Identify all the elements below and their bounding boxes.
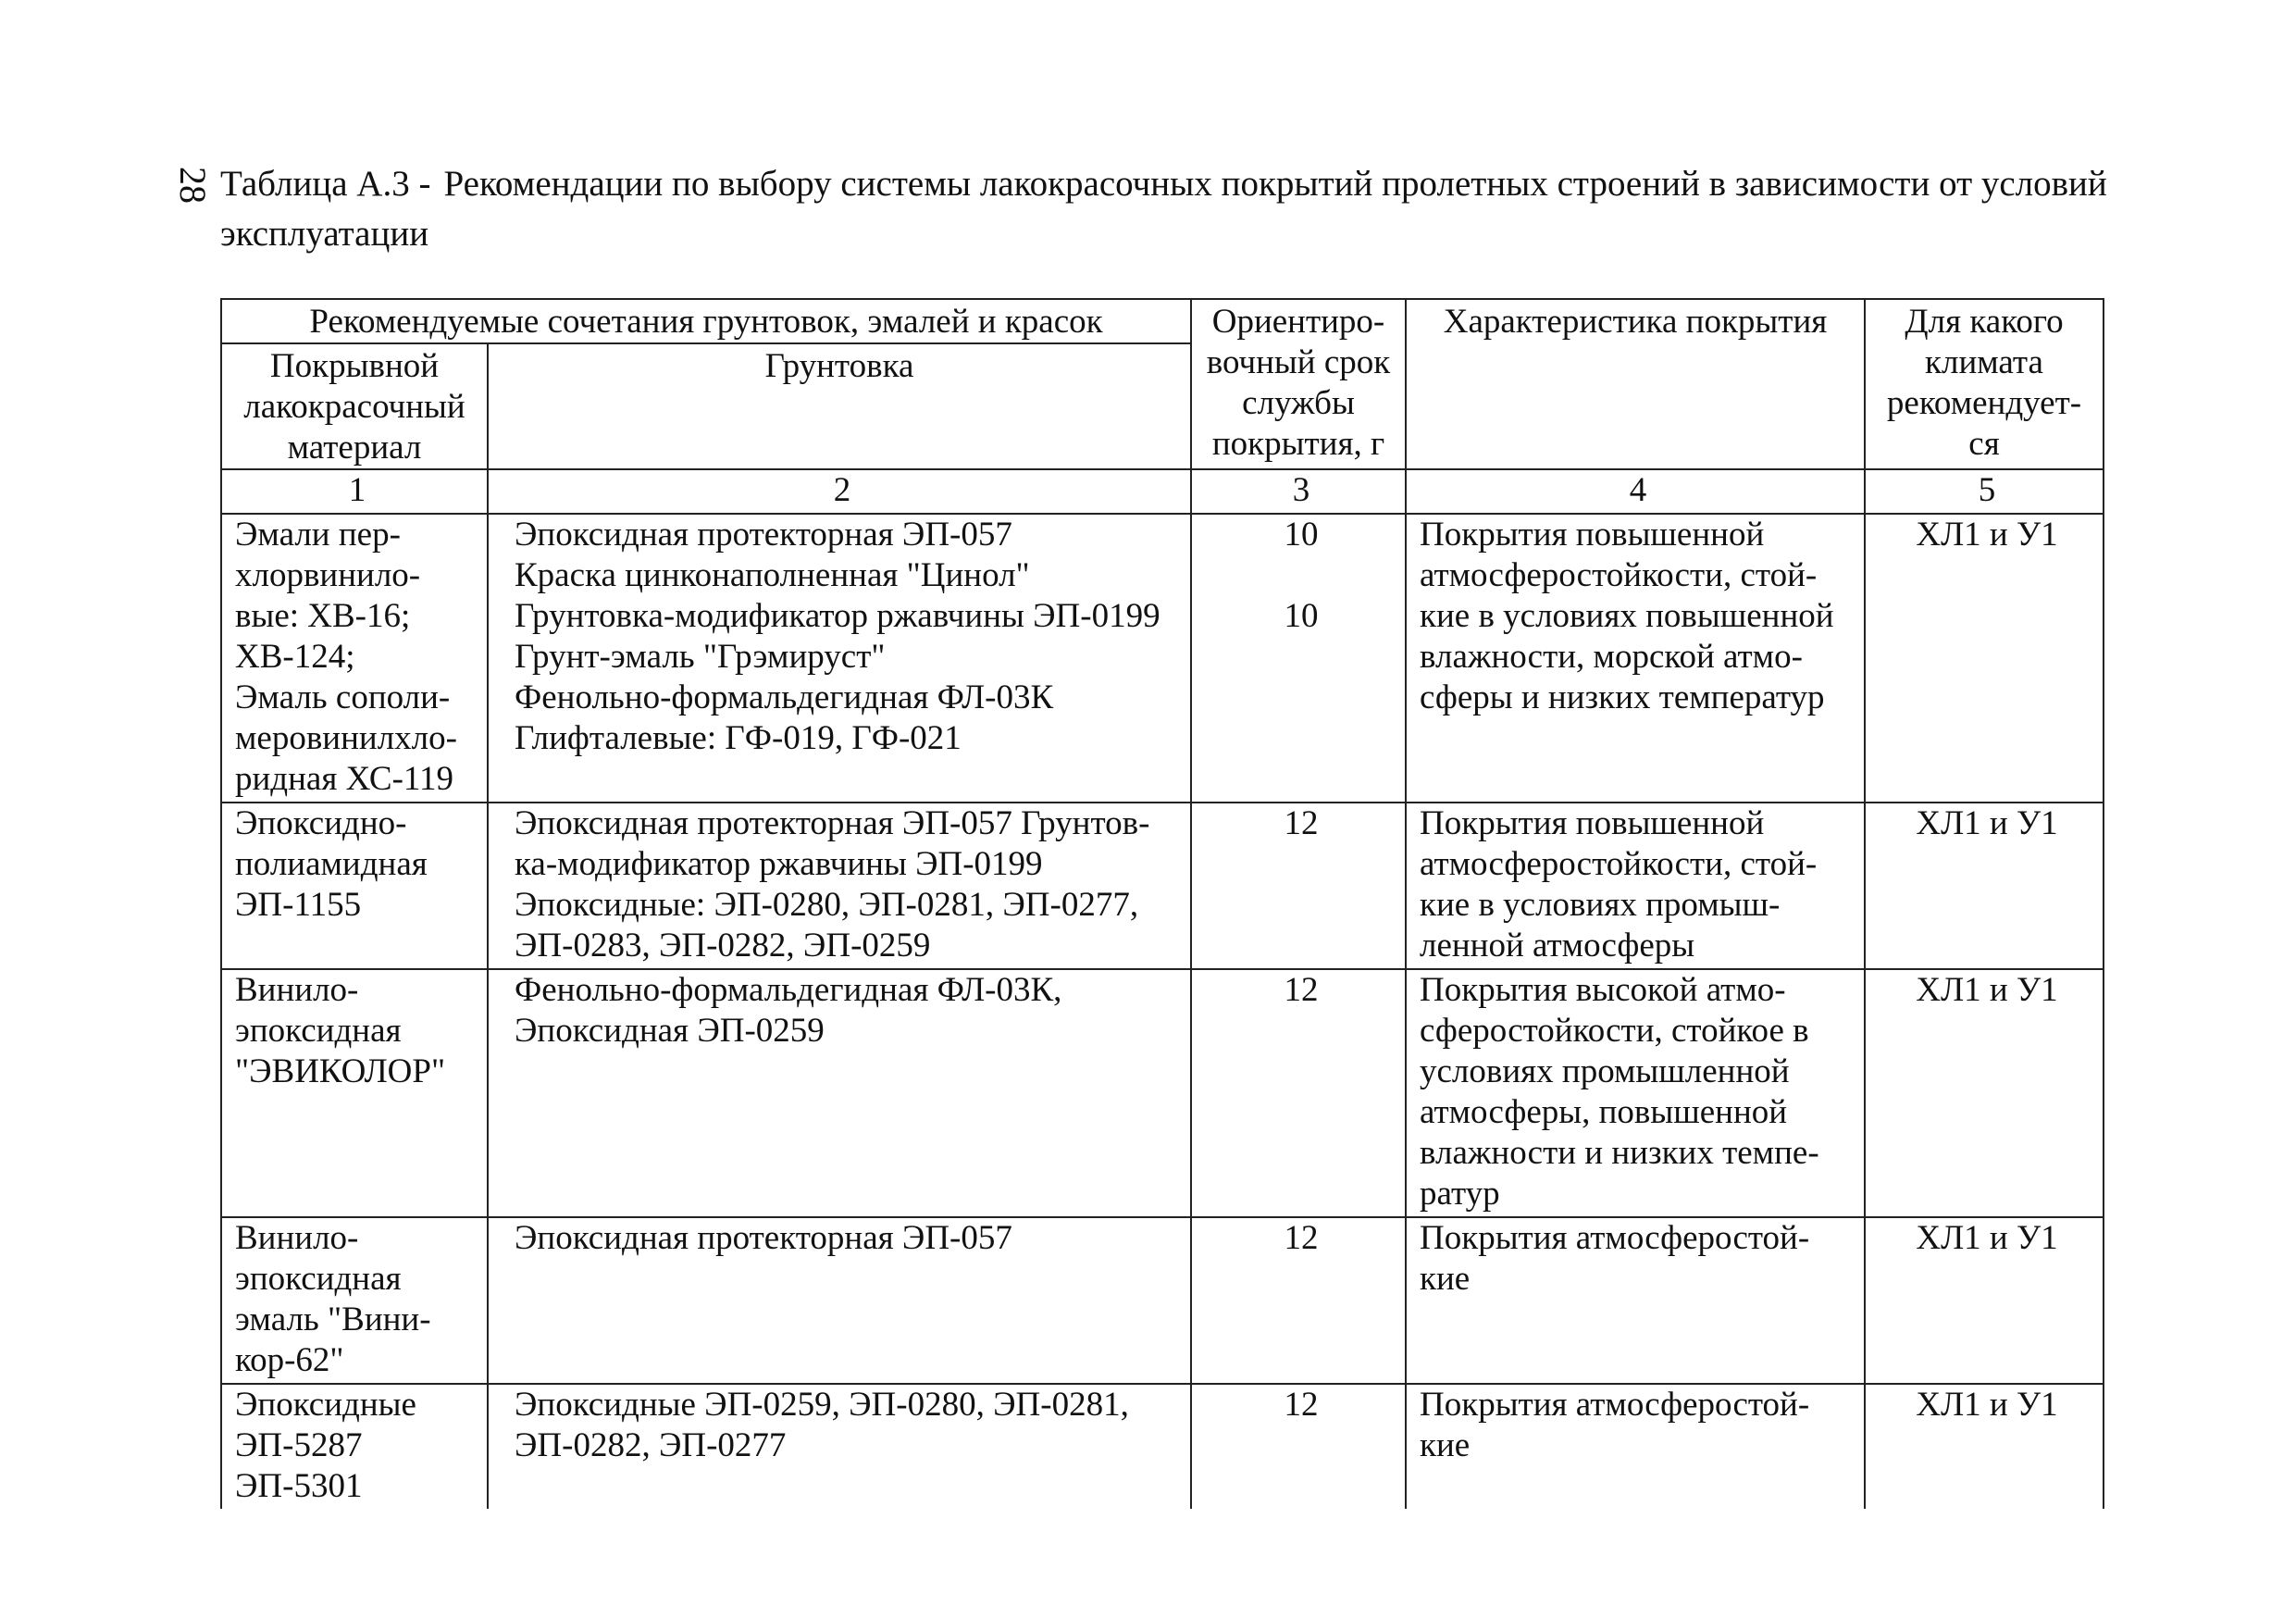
- lifetime-cell: 10 10: [1191, 514, 1406, 803]
- lifetime-cell: 12: [1191, 1384, 1406, 1509]
- group-header: Рекомендуемые сочетания грунтовок, эмалей и красок: [221, 299, 1191, 343]
- lifetime-cell: 12: [1191, 969, 1406, 1217]
- material-cell: Винило- эпоксидная "ЭВИКОЛОР": [221, 969, 488, 1217]
- characteristic-cell: Покрытия атмосферостой- кие: [1406, 1384, 1865, 1509]
- lifetime-cell: 12: [1191, 1217, 1406, 1384]
- table-row: [221, 1217, 2104, 1384]
- column-number: 1: [221, 469, 488, 514]
- characteristic-cell: Покрытия высокой атмо- сферостойкости, стойкое в условиях промышленной атмосферы, повышенной влажности и низких темпе- ратур: [1406, 969, 1865, 1217]
- material-cell: Винило- эпоксидная эмаль "Вини- кор-62": [221, 1217, 488, 1384]
- material-cell: Эмали пер- хлорвинило- вые: ХВ-16; ХВ-124; Эмаль сополи- меровинилхло- ридная ХС-119: [221, 514, 488, 803]
- characteristic-cell: Покрытия повышенной атмосферостойкости, стой- кие в условиях повышенной влажности, морской атмо- сферы и низких температур: [1406, 514, 1865, 803]
- primer-cell: Фенольно-формальдегидная ФЛ-03К, Эпоксидная ЭП-0259: [488, 969, 1191, 1217]
- material-cell: Эпоксидные ЭП-5287 ЭП-5301: [221, 1384, 488, 1509]
- characteristic-cell: Покрытия атмосферостой- кие: [1406, 1217, 1865, 1384]
- header-row-1: [221, 299, 2104, 343]
- climate-cell: ХЛ1 и У1: [1865, 969, 2104, 1217]
- header-lifetime: Ориентиро- вочный срок службы покрытия, г: [1191, 299, 1406, 469]
- header-primer: Грунтовка: [488, 343, 1191, 469]
- caption-text: Рекомендации по выбору системы лакокрасочных покрытий пролетных строений в зависимости от условий эксплуатации: [220, 164, 2107, 254]
- table-row: [221, 969, 2104, 1217]
- climate-cell: ХЛ1 и У1: [1865, 1384, 2104, 1509]
- characteristic-cell: Покрытия повышенной атмосферостойкости, стой- кие в условиях промыш- ленной атмосферы: [1406, 803, 1865, 969]
- climate-cell: ХЛ1 и У1: [1865, 514, 2104, 803]
- lifetime-cell: 12: [1191, 803, 1406, 969]
- header-climate: Для какого климата рекомендует- ся: [1865, 299, 2104, 469]
- caption-label: Таблица А.3 -: [220, 164, 431, 204]
- primer-cell: Эпоксидная протекторная ЭП-057 Грунтов- ка-модификатор ржавчины ЭП-0199 Эпоксидные: ЭП-0280, ЭП-0281, ЭП-0277, ЭП-0283, ЭП-0282, ЭП-0259: [488, 803, 1191, 969]
- column-number: 2: [488, 469, 1191, 514]
- climate-cell: ХЛ1 и У1: [1865, 1217, 2104, 1384]
- column-number: 4: [1406, 469, 1865, 514]
- column-number: 3: [1191, 469, 1406, 514]
- coatings-table: [220, 298, 2104, 1509]
- page-number: 28: [172, 167, 214, 204]
- column-number: 5: [1865, 469, 2104, 514]
- primer-cell: Эпоксидные ЭП-0259, ЭП-0280, ЭП-0281, ЭП-0282, ЭП-0277: [488, 1384, 1191, 1509]
- primer-cell: Эпоксидная протекторная ЭП-057: [488, 1217, 1191, 1384]
- table-caption: [220, 159, 2108, 259]
- header-material: Покрывной лакокрасочный материал: [221, 343, 488, 469]
- primer-cell: Эпоксидная протекторная ЭП-057 Краска цинконаполненная "Цинол" Грунтовка-модификатор ржавчины ЭП-0199 Грунт-эмаль "Грэмируст" Фенольно-формальдегидная ФЛ-03К Глифталевые: ГФ-019, ГФ-021: [488, 514, 1191, 803]
- climate-cell: ХЛ1 и У1: [1865, 803, 2104, 969]
- material-cell: Эпоксидно- полиамидная ЭП-1155: [221, 803, 488, 969]
- table-row: [221, 1384, 2104, 1509]
- table-row: [221, 803, 2104, 969]
- header-characteristic: Характеристика покрытия: [1406, 299, 1865, 469]
- column-number-row: [221, 469, 2104, 514]
- table-row: [221, 514, 2104, 803]
